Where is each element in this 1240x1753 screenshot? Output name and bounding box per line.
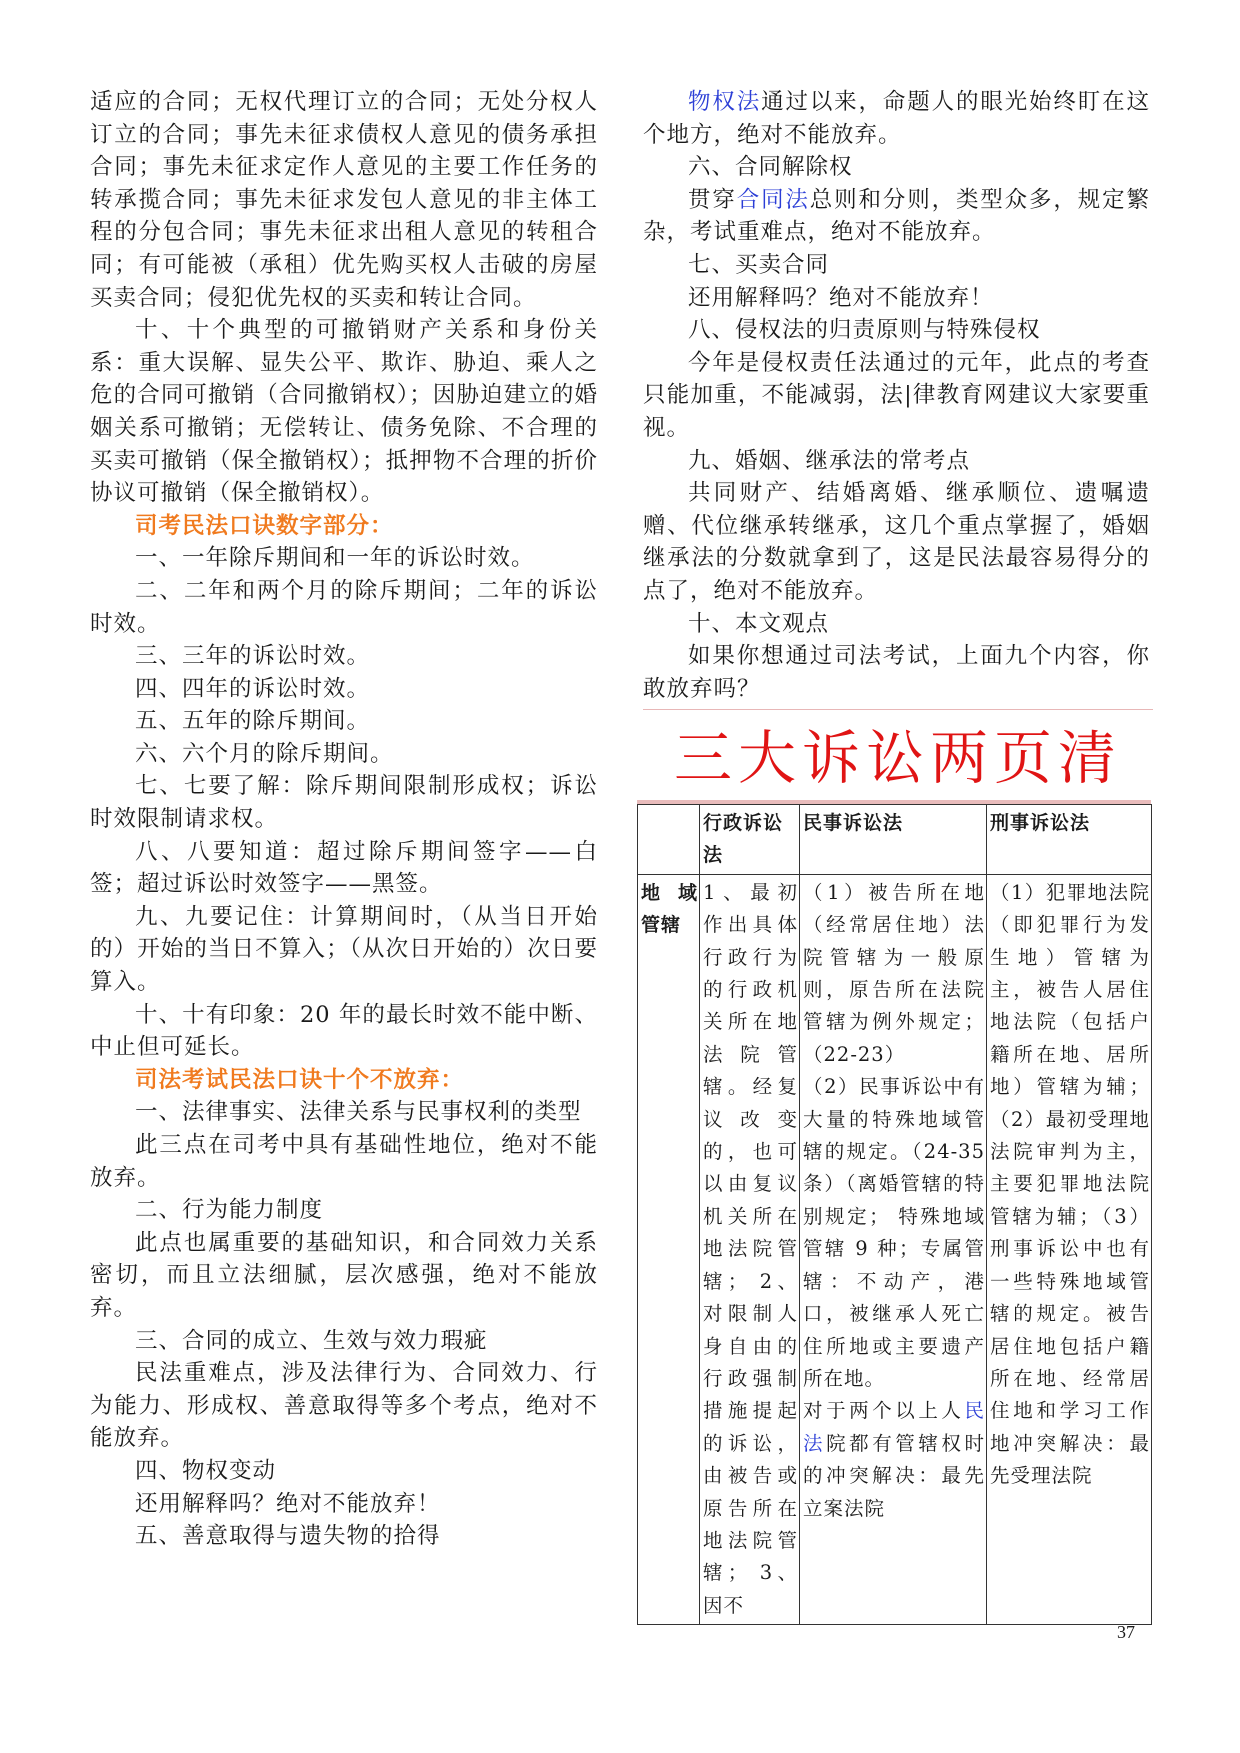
right-paragraph: 还用解释吗？绝对不能放弃！	[688, 284, 994, 311]
paragraph: 四、物权变动	[135, 1457, 277, 1484]
litigation-table-container	[637, 800, 1151, 1624]
right-paragraph: 物权法通过以来，命题人的眼光始终盯在这个地方，绝对不能放弃。	[643, 89, 1150, 148]
right-paragraph: 如果你想通过司法考试，上面九个内容，你敢放弃吗？	[643, 643, 1150, 702]
section-6-title: 六、合同解除权	[688, 154, 853, 181]
paragraph: 五、五年的除斥期间。	[135, 708, 371, 735]
left-column	[90, 86, 598, 1553]
section-title: 三大诉讼两页清	[673, 724, 1122, 792]
paragraph: 四、四年的诉讼时效。	[135, 675, 371, 702]
litigation-comparison-table	[637, 804, 1152, 1625]
paragraph: 一、一年除斥期间和一年的诉讼时效。	[135, 545, 535, 572]
civil-text: （2）民事诉讼中有大量的特殊地域管辖的规定。（24-35条）（离婚管辖的特别规定； 特殊地域管辖 9 种；专属管辖：不动产，港口，被继承人死亡住所地或主要遗产所在地。	[803, 1075, 985, 1390]
civil-text: （1）被告所在地（经常居住地）法院管辖为一般原则，原告所在法院管辖为例外规定；（22-23）	[803, 880, 985, 1066]
paragraph: 还用解释吗？绝对不能放弃！	[135, 1490, 441, 1517]
paragraph: 八、八要知道：超过除斥期间签字——白签；超过诉讼时效签字——黑签。	[90, 838, 598, 898]
hetongfa-link[interactable]: 合同法	[736, 186, 810, 213]
criminal-cell: （1）犯罪地法院（即犯罪行为发生地）管辖为主，被告人居住地法院（包括户籍所在地、居所地）管辖为辅；（2）最初受理地法院审判为主，主要犯罪地法院管辖为辅；（3）刑事诉讼中也有一些特殊地域管辖的规定。被告居住地包括户籍所在地、经常居住地和学习工作地冲突解决：最先受理法院	[987, 874, 1152, 1624]
minfa-link[interactable]: 民法	[803, 1399, 985, 1455]
paragraph: 此点也属重要的基础知识，和合同效力关系密切，而且立法细腻，层次感强，绝对不能放弃。	[90, 1229, 598, 1321]
paragraph: 七、七要了解：除斥期间限制形成权；诉讼时效限制请求权。	[90, 773, 598, 833]
paragraph: 民法重难点，涉及法律行为、合同效力、行为能力、形成权、善意取得等多个考点，绝对不能放弃。	[90, 1360, 598, 1452]
paragraph: 二、行为能力制度	[135, 1197, 324, 1224]
paragraph: 此三点在司考中具有基础性地位，绝对不能放弃。	[90, 1132, 598, 1191]
right-column	[643, 86, 1150, 705]
right-paragraph: 今年是侵权责任法通过的元年，此点的考查只能加重，不能减弱，法|律教育网建议大家要重视。	[643, 349, 1150, 441]
civil-text: 对于两个以上人民法院都有管辖权时的冲突解决：最先立案法院	[803, 1399, 985, 1520]
row-label-cell: 地域管辖	[638, 874, 700, 1624]
right-paragraph: 共同财产、结婚离婚、继承顺位、遗嘱遗赠、代位继承转继承，这几个重点掌握了，婚姻继承法的分数就拿到了，这是民法最容易得分的点了，绝对不能放弃。	[643, 480, 1150, 604]
paragraph: 九、九要记住：计算期间时，（从当日开始的）开始的当日不算入；（从次日开始的）次日要算入。	[90, 903, 598, 996]
paragraph: 六、六个月的除斥期间。	[135, 740, 394, 767]
paragraph: 十、十个典型的可撤销财产关系和身份关系：重大误解、显失公平、欺诈、胁迫、乘人之危的合同可撤销（合同撤销权）；因胁迫建立的婚姻关系可撤销；无偿转让、债务免除、不合理的买卖可撤销（保全撤销权）；抵押物不合理的折价协议可撤销（保全撤销权）。	[90, 317, 598, 507]
section-heading: 司考民法口诀数字部分：	[135, 512, 394, 539]
divider	[643, 709, 1153, 710]
section-9-title: 九、婚姻、继承法的常考点	[688, 447, 971, 474]
table-header-row	[638, 805, 1152, 875]
section-10-title: 十、本文观点	[688, 610, 830, 637]
table-header-cell: 行政诉讼法	[700, 805, 800, 875]
section-7-title: 七、买卖合同	[688, 251, 830, 278]
paragraph: 十、十有印象：20 年的最长时效不能中断、中止但可延长。	[90, 1001, 598, 1061]
paragraph: 适应的合同；无权代理订立的合同；无处分权人订立的合同；事先未征求债权人意见的债务承担合同；事先未征求定作人意见的主要工作任务的转承揽合同；事先未征求发包人意见的非主体工程的分包合同；事先未征求出租人意见的转租合同；有可能被（承租）优先购买权人击破的房屋买卖合同；侵犯优先权的买卖和转让合同。	[90, 89, 598, 311]
admin-cell: 1、最初作出具体行政行为的行政机关所在地法院管辖。经复议改变的，也可以由复议机关所在地法院管辖； 2、对限制人身自由的行政强制措施提起的诉讼，由被告或原告所在地法院管辖； 3、因不	[700, 874, 800, 1624]
table-header-cell	[638, 805, 700, 875]
paragraph: 二、二年和两个月的除斥期间；二年的诉讼时效。	[90, 577, 598, 637]
table-row	[638, 874, 1152, 1624]
paragraph: 三、三年的诉讼时效。	[135, 643, 371, 670]
wuquanfa-link[interactable]: 物权法	[688, 89, 762, 115]
page-number: 37	[1117, 1622, 1135, 1642]
paragraph: 三、合同的成立、生效与效力瑕疵	[135, 1327, 488, 1354]
civil-cell	[800, 874, 987, 1624]
paragraph: 一、法律事实、法律关系与民事权利的类型	[135, 1099, 582, 1126]
table-header-cell: 民事诉讼法	[800, 805, 987, 875]
paragraph: 五、善意取得与遗失物的拾得	[135, 1523, 441, 1550]
section-8-title: 八、侵权法的归责原则与特殊侵权	[688, 317, 1041, 344]
section-heading: 司法考试民法口诀十个不放弃：	[135, 1066, 465, 1093]
right-paragraph: 贯穿合同法总则和分则，类型众多，规定繁杂，考试重难点，绝对不能放弃。	[643, 186, 1150, 246]
table-header-cell: 刑事诉讼法	[987, 805, 1152, 875]
